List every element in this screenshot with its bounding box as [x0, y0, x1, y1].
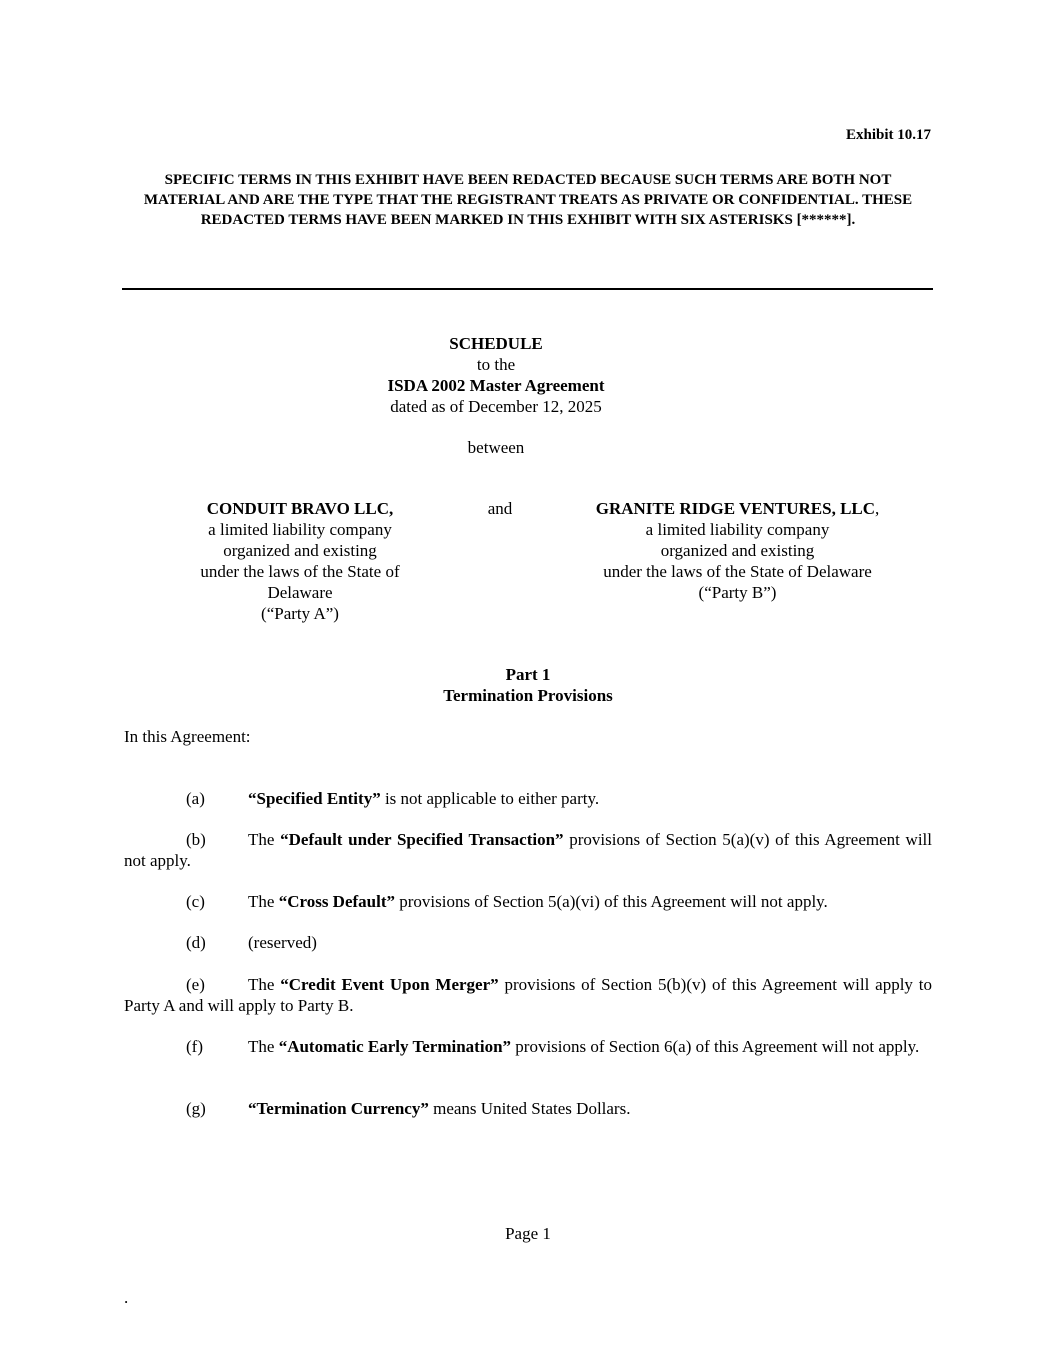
clause-b-pre: The: [248, 830, 281, 849]
schedule-heading: SCHEDULE: [449, 334, 543, 353]
agreement-date: dated as of December 12, 2025: [390, 397, 602, 416]
clause-g-text: means United States Dollars.: [428, 1099, 631, 1118]
clause-g-term: “Termination Currency”: [248, 1099, 429, 1118]
clause-c-pre: The: [248, 892, 279, 911]
clause-e-pre: The: [248, 975, 281, 994]
party-b-designation: (“Party B”): [698, 583, 777, 602]
clause-g: [124, 1098, 932, 1119]
schedule-title-block: [296, 333, 696, 458]
part-title: Termination Provisions: [443, 686, 613, 705]
clause-d-label: (d): [186, 933, 206, 952]
clause-a-text: is not applicable to either party.: [380, 789, 600, 808]
party-a-designation: (“Party A”): [261, 604, 339, 623]
clause-f-text: provisions of Section 6(a) of this Agreement will not apply.: [511, 1037, 920, 1056]
clause-a: [124, 788, 932, 809]
clause-f-pre: The: [248, 1037, 279, 1056]
redaction-notice: SPECIFIC TERMS IN THIS EXHIBIT HAVE BEEN REDACTED BECAUSE SUCH TERMS ARE BOTH NOT MATERIAL AND ARE THE TYPE THAT THE REGISTRANT TREATS AS PRIVATE OR CONFIDENTIAL. THESE REDACTED TERMS HAVE BEEN MARKED IN THIS EXHIBIT WITH SIX ASTERISKS [******].: [143, 172, 913, 228]
clause-d-text: (reserved): [248, 933, 317, 952]
clause-e: [124, 974, 932, 1016]
and-word: and: [487, 499, 513, 518]
clause-e-term: “Credit Event Upon Merger”: [280, 975, 499, 994]
party-a-line2: organized and existing: [223, 541, 377, 560]
clause-c-label: (c): [186, 892, 205, 911]
party-b-line3: under the laws of the State of Delaware: [603, 562, 872, 581]
party-a-name: CONDUIT BRAVO LLC,: [206, 499, 394, 518]
party-b-name: GRANITE RIDGE VENTURES, LLC: [595, 499, 876, 518]
clause-c-text: provisions of Section 5(a)(vi) of this Agreement will not apply.: [395, 892, 828, 911]
clause-e-label: (e): [186, 975, 205, 994]
party-a-line3: under the laws of the State of: [200, 562, 400, 581]
footer-mark: .: [124, 1288, 129, 1307]
schedule-to-the: to the: [476, 355, 516, 374]
clause-b-text: provisions of Section 5(a)(v) of this Agreement will not apply.: [124, 830, 932, 870]
party-a-line1: a limited liability company: [208, 520, 392, 539]
clause-a-label: (a): [186, 789, 205, 808]
part-number: Part 1: [505, 665, 551, 684]
page-number: Page 1: [505, 1224, 551, 1243]
agreement-title: ISDA 2002 Master Agreement: [387, 376, 605, 395]
clause-b-term: “Default under Specified Transaction”: [280, 830, 564, 849]
between-word: between: [467, 438, 525, 457]
party-b-name-line: [560, 498, 915, 519]
clause-f-label: (f): [186, 1037, 203, 1056]
clause-b-label: (b): [186, 830, 206, 849]
party-b-block: [560, 498, 915, 603]
part-heading: [328, 664, 728, 706]
party-a-line4: Delaware: [267, 583, 333, 602]
party-b-line1: a limited liability company: [645, 520, 830, 539]
clause-c: [124, 891, 932, 912]
clause-b: [124, 829, 932, 871]
party-b-name-suffix: ,: [875, 499, 880, 518]
clause-d: [124, 932, 932, 953]
clause-a-term: “Specified Entity”: [248, 789, 381, 808]
exhibit-label: Exhibit 10.17: [845, 127, 931, 143]
clause-c-term: “Cross Default”: [278, 892, 396, 911]
part-intro: In this Agreement:: [124, 727, 251, 746]
horizontal-divider: [122, 288, 933, 290]
clause-e-text: provisions of Section 5(b)(v) of this Agreement will apply to Party A and will apply to Party B.: [124, 975, 932, 1015]
party-b-line2: organized and existing: [660, 541, 815, 560]
party-a-block: [160, 498, 440, 624]
clause-f: [124, 1036, 932, 1057]
clause-f-term: “Automatic Early Termination”: [278, 1037, 512, 1056]
clause-g-label: (g): [186, 1099, 206, 1118]
